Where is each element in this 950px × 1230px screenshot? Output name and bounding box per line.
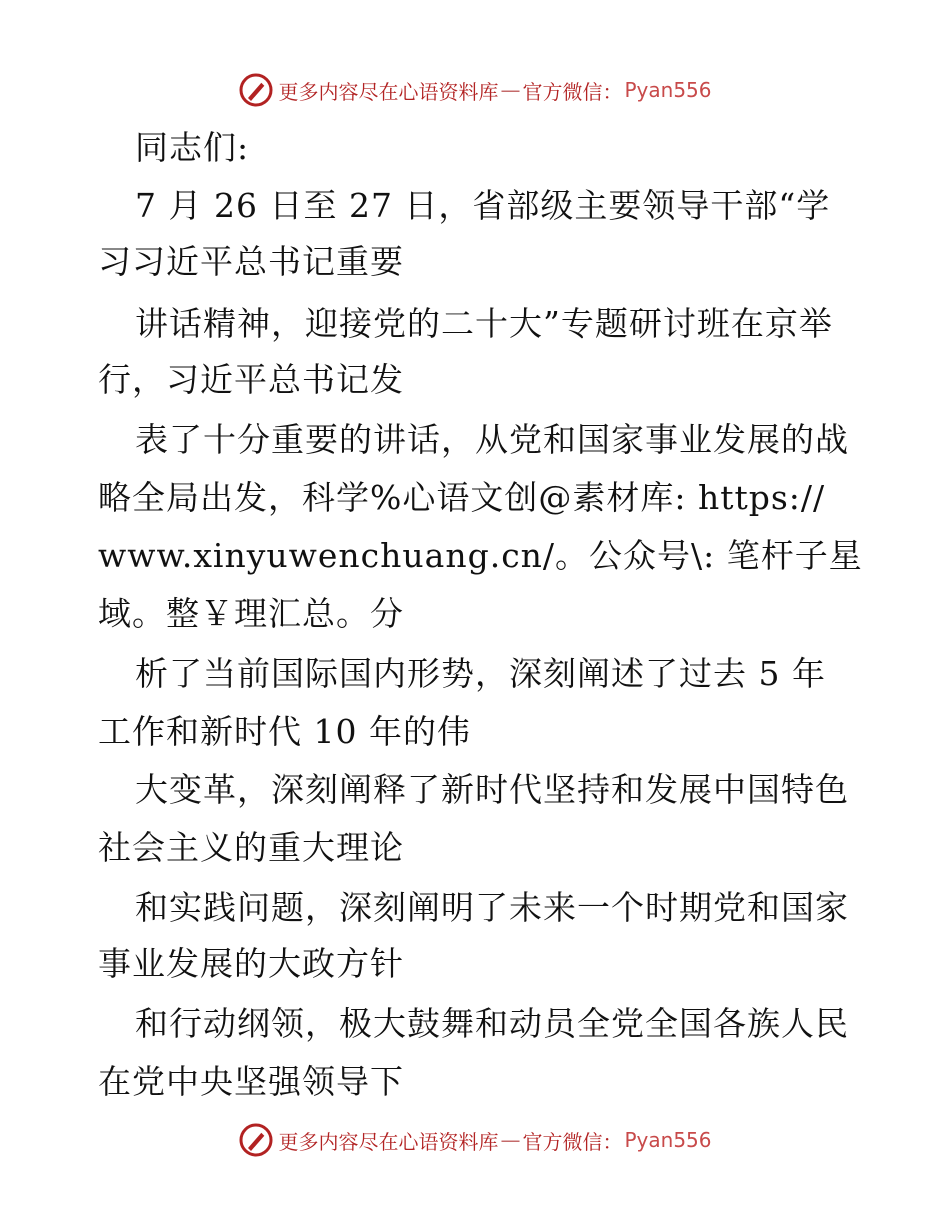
body-line: 和行动纲领，极大鼓舞和动员全党全国各族人民 <box>135 1004 849 1043</box>
body-line: 域。整￥理汇总。分 <box>98 594 404 633</box>
body-line: 表了十分重要的讲话，从党和国家事业发展的战 <box>135 420 849 459</box>
brand-wechat-label: 官方微信： <box>522 79 623 104</box>
body-line: www.xinyuwenchuang.cn/。公众号\: 笔杆子星 <box>98 536 863 575</box>
body-line: 析了当前国际国内形势，深刻阐述了过去 5 年 <box>135 654 826 693</box>
brand-separator: — <box>500 78 521 102</box>
brand-text: 更多内容尽在心语资料库 <box>278 79 499 104</box>
body-line: 事业发展的大政方针 <box>98 944 404 983</box>
brand-text: 更多内容尽在心语资料库 <box>278 1129 499 1154</box>
body-line: 行，习近平总书记发 <box>98 360 404 399</box>
quill-pen-logo-icon <box>238 72 274 108</box>
body-line: 习习近平总书记重要 <box>98 242 404 281</box>
quill-pen-logo-icon <box>238 1122 274 1158</box>
brand-separator: — <box>500 1128 521 1152</box>
body-line: 工作和新时代 10 年的伟 <box>98 712 471 751</box>
body-line: 大变革，深刻阐释了新时代坚持和发展中国特色 <box>135 770 849 809</box>
header-watermark <box>0 72 950 108</box>
body-line: 社会主义的重大理论 <box>98 828 404 867</box>
body-line: 讲话精神，迎接党的二十大”专题研讨班在京举 <box>135 304 833 343</box>
brand-wechat-id: Pyan556 <box>624 1128 712 1152</box>
salutation-line: 同志们: <box>135 128 250 167</box>
body-line: 7 月 26 日至 27 日，省部级主要领导干部“学 <box>135 186 831 225</box>
brand-wechat-label: 官方微信： <box>522 1129 623 1154</box>
body-line: 和实践问题，深刻阐明了未来一个时期党和国家 <box>135 888 849 927</box>
footer-watermark <box>0 1122 950 1158</box>
body-line: 略全局出发，科学%心语文创@素材库: https:// <box>98 478 826 517</box>
body-line: 在党中央坚强领导下 <box>98 1062 404 1101</box>
brand-wechat-id: Pyan556 <box>624 78 712 102</box>
